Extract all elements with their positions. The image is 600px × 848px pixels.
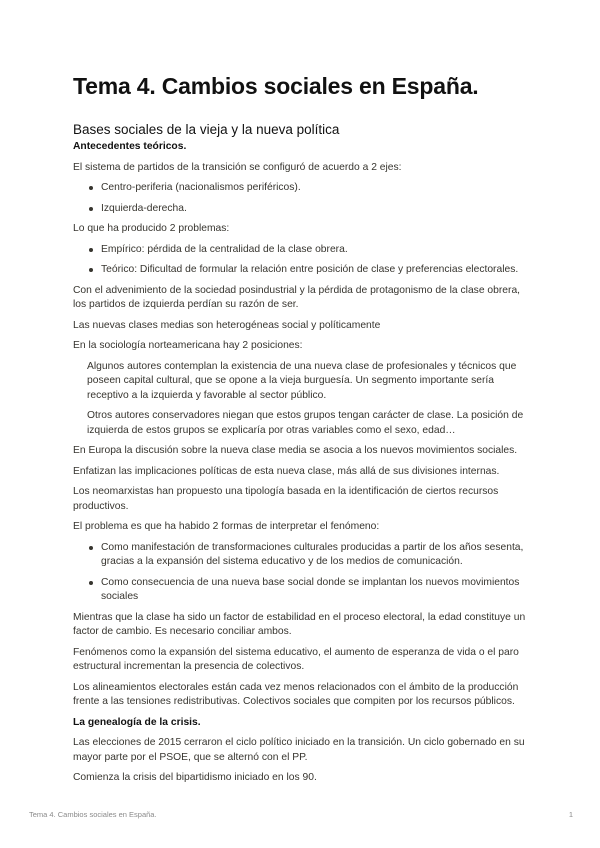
list-item: Teórico: Dificultad de formular la relación entre posición de clase y preferencias electorales. (89, 263, 533, 278)
paragraph: El sistema de partidos de la transición se configuró de acuerdo a 2 ejes: (73, 161, 402, 173)
section-heading: Bases sociales de la vieja y la nueva política (73, 122, 340, 137)
list-item: Como manifestación de transformaciones culturales producidas a partir de los años sesenta, gracias a la expansión del sistema educativo y de los medios de comunicación. (89, 541, 533, 570)
list-item: Centro-periferia (nacionalismos periféricos). (89, 181, 533, 196)
paragraph: En Europa la discusión sobre la nueva clase media se asocia a los nuevos movimientos sociales. (73, 445, 518, 456)
bullet-list-problemas (73, 243, 533, 278)
paragraph: Fenómenos como la expansión del sistema educativo, el aumento de esperanza de vida o el paro estructural incrementan la presencia de colectivos. (73, 646, 519, 672)
paragraph: El problema es que ha habido 2 formas de interpretar el fenómeno: (73, 521, 380, 532)
paragraph: Los neomarxistas han propuesto una tipología basada en la identificación de ciertos recursos productivos. (73, 486, 499, 512)
paragraph: Lo que ha producido 2 problemas: (73, 223, 230, 234)
indented-paragraph: Algunos autores contemplan la existencia de una nueva clase de profesionales y técnicos que poseen capital cultural, que se opone a la vieja burguesía. Un segmento importante sería receptivo a la izquierda y favorable al sector público. (87, 360, 517, 401)
paragraph: Mientras que la clase ha sido un factor de estabilidad en el proceso electoral, la edad constituye un factor de cambio. Es necesario conciliar ambos. (73, 611, 526, 637)
bullet-list-interpretaciones (73, 541, 533, 605)
paragraph: Con el advenimiento de la sociedad posindustrial y la pérdida de protagonismo de la clase obrera, los partidos de izquierda perdían su razón de ser. (73, 284, 521, 310)
footer-doc-title: Tema 4. Cambios sociales en España. (29, 810, 157, 819)
document-body (73, 140, 533, 792)
subheading-genealogia: La genealogía de la crisis. (73, 716, 201, 728)
paragraph: Comienza la crisis del bipartidismo iniciado en los 90. (73, 772, 317, 783)
paragraph: Enfatizan las implicaciones políticas de esta nueva clase, más allá de sus divisiones internas. (73, 465, 500, 477)
paragraph: Las elecciones de 2015 cerraron el ciclo político iniciado en la transición. Un ciclo gobernado en su mayor parte por el PSOE, que se alternó con el PP. (73, 737, 525, 763)
paragraph: Las nuevas clases medias son heterogéneas social y políticamente (73, 319, 381, 331)
subheading-antecedentes: Antecedentes teóricos. (73, 141, 187, 152)
list-item: Como consecuencia de una nueva base social donde se implantan los nuevos movimientos sociales (89, 576, 533, 605)
paragraph: En la sociología norteamericana hay 2 posiciones: (73, 340, 303, 351)
footer-page-number: 1 (568, 810, 573, 819)
list-item: Izquierda-derecha. (89, 202, 533, 217)
page-title: Tema 4. Cambios sociales en España. (73, 73, 479, 99)
paragraph: Los alineamientos electorales están cada vez menos relacionados con el ámbito de la producción frente a las tensiones redistributivas. Colectivos sociales que compiten por los recursos públicos. (73, 681, 519, 707)
list-item: Empírico: pérdida de la centralidad de la clase obrera. (89, 243, 533, 258)
indented-paragraph: Otros autores conservadores niegan que estos grupos tengan carácter de clase. La posición de izquierda de estos grupos se explicaría por otras variables como el sexo, edad… (87, 410, 524, 436)
bullet-list-ejes (73, 181, 533, 216)
page-footer (29, 810, 573, 819)
